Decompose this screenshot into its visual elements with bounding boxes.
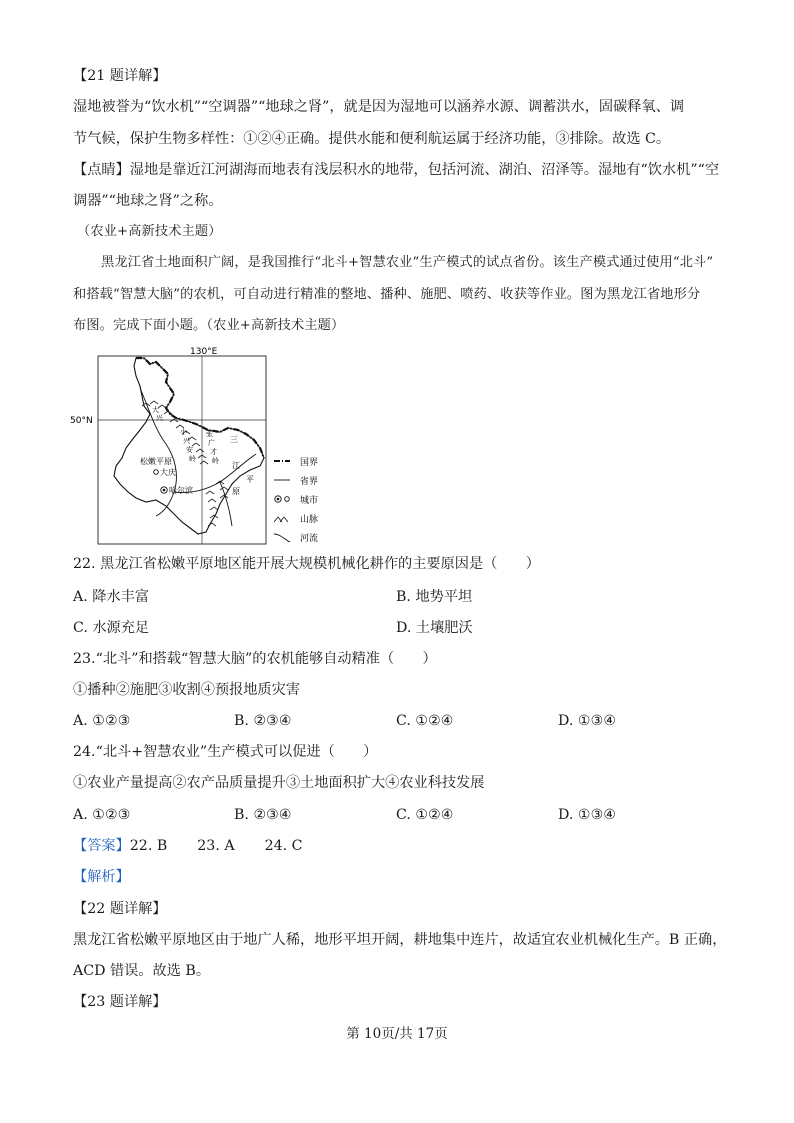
svg-text:小: 小 <box>180 428 187 436</box>
q22-stem: 22. 黑龙江省松嫩平原地区能开展大规模机械化耕作的主要原因是（ ） <box>73 556 540 572</box>
answer-22: 22. B <box>129 838 168 854</box>
topic-label: （农业+高新技术主题） <box>77 224 222 239</box>
q24-option-a[interactable]: A. ①②③ <box>73 807 131 823</box>
legend-city-icon <box>275 496 290 502</box>
legend-river-icon <box>274 534 290 542</box>
page-footer: 第 10页/共 17页 <box>346 1026 448 1042</box>
legend-mountain-label: 山脉 <box>300 515 319 525</box>
q22-detail-line-1: 黑龙江省松嫩平原地区由于地广人稀，地形平坦开阔，耕地集中连片，故适宜农业机械化生产。B 正确， <box>73 932 727 948</box>
passage-line-1: 黑龙江省土地面积广阔，是我国推行“北斗+智慧农业”生产模式的试点省份。该生产模式通过使用“北斗” <box>101 255 714 270</box>
city-daqing-icon <box>154 470 159 475</box>
svg-text:才: 才 <box>210 448 217 456</box>
answer-23: 23. A <box>197 838 235 854</box>
plain-sanjiang <box>230 435 254 496</box>
svg-text:平: 平 <box>246 475 254 484</box>
legend-province-label: 省界 <box>300 477 319 487</box>
q21-note-line-1: 【点睛】湿地是靠近江河湖海而地表有浅层积水的地带，包括河流、湖泊、沼泽等。湿地有“饮水机”“空 <box>73 162 720 178</box>
svg-text:兴: 兴 <box>183 437 190 445</box>
answer-label: 【答案】 <box>73 838 130 854</box>
heilongjiang-terrain-map <box>70 344 340 546</box>
analysis-label: 【解析】 <box>73 869 130 885</box>
city-harbin-label: 哈尔滨 <box>169 486 193 495</box>
q22-detail-heading: 【22 题详解】 <box>73 901 167 917</box>
svg-text:江: 江 <box>232 461 240 470</box>
q23-option-c[interactable]: C. ①②④ <box>396 713 454 729</box>
city-daqing-label: 大庆 <box>160 468 176 477</box>
q23-detail-heading: 【23 题详解】 <box>73 994 167 1010</box>
answer-24: 24. C <box>264 838 303 854</box>
legend-border-label: 国界 <box>300 458 319 468</box>
map-frame <box>98 356 266 544</box>
q21-explain-line-1: 湿地被誉为“饮水机”“空调器”“地球之肾”，就是因为湿地可以涵养水源、调蓄洪水，固碳释氧、调 <box>73 99 685 115</box>
svg-text:张: 张 <box>206 430 213 438</box>
legend-city-label: 城市 <box>300 496 319 506</box>
q21-explain-line-2: 节气候，保护生物多样性：①②④正确。提供水能和便利航运属于经济功能，③排除。故选 C。 <box>73 131 671 147</box>
q24-items: ①农业产量提高②农产品质量提升③土地面积扩大④农业科技发展 <box>73 775 485 791</box>
q24-stem: 24.“北斗+智慧农业”生产模式可以促进（ ） <box>73 744 378 760</box>
q22-option-b[interactable]: B. 地势平坦 <box>396 589 473 605</box>
plain-songnen: 松嫩平原 <box>140 457 172 466</box>
q22-option-c[interactable]: C. 水源充足 <box>73 620 150 636</box>
svg-text:广: 广 <box>208 439 215 447</box>
svg-text:安: 安 <box>186 446 193 454</box>
q23-option-b[interactable]: B. ②③④ <box>234 713 292 729</box>
lon-label: 130°E <box>190 347 218 357</box>
passage-line-2: 和搭载“智慧大脑”的农机，可自动进行精准的整地、播种、施肥、喷药、收获等作业。图为黑龙江省地形分 <box>73 287 701 302</box>
q24-option-d[interactable]: D. ①③④ <box>558 807 617 823</box>
q23-option-a[interactable]: A. ①②③ <box>73 713 131 729</box>
lat-label: 50°N <box>70 416 93 426</box>
legend-mountain-icon <box>274 517 288 522</box>
answer-line <box>73 836 303 856</box>
q23-option-d[interactable]: D. ①③④ <box>558 713 617 729</box>
q21-note-line-2: 调器”“地球之肾”之称。 <box>73 193 223 209</box>
passage-line-3: 布图。完成下面小题。（农业+高新技术主题） <box>73 318 345 333</box>
q22-option-a[interactable]: A. 降水丰富 <box>73 589 150 605</box>
legend-river-label: 河流 <box>300 534 319 544</box>
svg-text:岭: 岭 <box>189 455 196 463</box>
q22-detail-line-2: ACD 错误。故选 B。 <box>73 963 211 979</box>
q22-option-d[interactable]: D. 土壤肥沃 <box>396 620 473 636</box>
svg-text:原: 原 <box>232 487 240 496</box>
q24-option-c[interactable]: C. ①②④ <box>396 807 454 823</box>
map-legend <box>274 457 318 544</box>
q23-stem: 23.“北斗”和搭载“智慧大脑”的农机能够自动精准（ ） <box>73 651 437 667</box>
svg-text:三: 三 <box>230 435 238 444</box>
city-harbin-dot <box>163 489 166 492</box>
svg-text:兴: 兴 <box>156 414 163 422</box>
q21-heading: 【21 题详解】 <box>73 68 167 84</box>
svg-text:岭: 岭 <box>212 457 219 465</box>
svg-text:大: 大 <box>152 406 159 414</box>
mountain-labels <box>152 405 219 465</box>
q23-items: ①播种②施肥③收割④预报地质灾害 <box>73 682 301 698</box>
q24-option-b[interactable]: B. ②③④ <box>234 807 292 823</box>
